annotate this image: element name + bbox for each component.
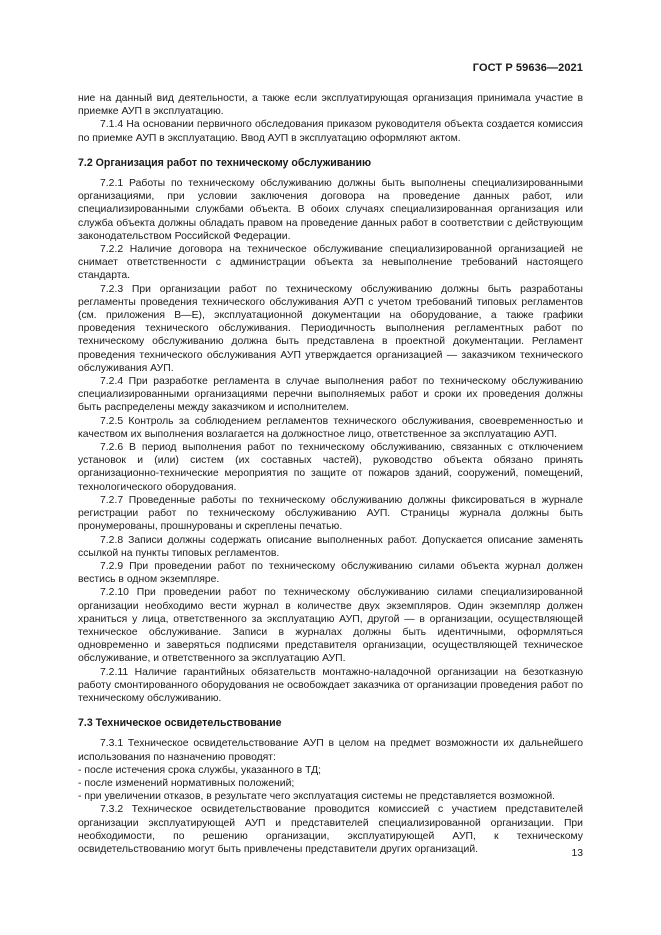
paragraph-7-1-4: 7.1.4 На основании первичного обследования приказом руководителя объекта создается комиссия по приемке АУП в эксплуатацию. Ввод АУП в эксплуатацию оформляют актом. — [78, 119, 583, 144]
paragraph-7-3-2: 7.3.2 Техническое освидетельствование проводится комиссией с участием представителей организации эксплуатирующей АУП и представителей специализированной организации. При необходимости, по решению организации, эксплуатирующей АУП, к техническому освидетельствованию могут быть привлечены представители других организаций. — [78, 804, 583, 855]
paragraph-7-2-9: 7.2.9 При проведении работ по техническому обслуживанию силами объекта журнал должен вестись в одном экземпляре. — [78, 560, 583, 586]
list-item: - после изменений нормативных положений; — [78, 777, 295, 789]
section-heading-7-2: 7.2 Организация работ по техническому обслуживанию — [78, 156, 372, 169]
list-item: - после истечения срока службы, указанного в ТД; — [78, 764, 322, 776]
document-body — [78, 92, 583, 856]
paragraph-7-2-7: 7.2.7 Проведенные работы по техническому обслуживанию должны фиксироваться в журнале регистрации работ по техническому обслуживанию АУП. Страницы журнала должны быть пронумерованы, прошнурованы и скреплены печатью. — [78, 494, 583, 533]
paragraph-7-3-1: 7.3.1 Техническое освидетельствование АУП в целом на предмет возможности их дальнейшего использования по назначению проводят: — [78, 738, 583, 763]
continuation-paragraph: ние на данный вид деятельности, а также если эксплуатирующая организация принимала участие в приемке АУП в эксплуатацию. — [78, 93, 583, 118]
paragraph-7-2-1: 7.2.1 Работы по техническому обслуживанию должны быть выполнены специализированными организациями, при условии заключения договора на проведение данных работ, или специализированными службами объекта. В обоих случаях специализированная организация или служба объекта должны обладать правом на проведение данных работ в соответствии с действующим законодательством Российской Федерации. — [78, 178, 583, 242]
list-item: - при увеличении отказов, в результате чего эксплуатация системы не представляется возможной. — [78, 791, 556, 803]
paragraph-7-2-4: 7.2.4 При разработке регламента в случае выполнения работ по техническому обслуживанию специализированными организациями перечни выполняемых работ и сроки их проведения должны быть распределены между заказчиком и исполнителем. — [78, 376, 583, 414]
paragraph-7-2-8: 7.2.8 Записи должны содержать описание выполненных работ. Допускается описание заменять ссылкой на пункты типовых регламентов. — [78, 534, 583, 559]
standard-header: ГОСТ Р 59636—2021 — [472, 62, 583, 74]
paragraph-7-2-5: 7.2.5 Контроль за соблюдением регламентов технического обслуживания, своевременностью и качеством их выполнения возлагается на должностное лицо, ответственное за эксплуатацию АУП. — [78, 415, 583, 440]
paragraph-7-2-10: 7.2.10 При проведении работ по техническому обслуживанию силами специализированной организации необходимо вести журнал в количестве двух экземпляров. Один экземпляр должен храниться у лица, ответственного за эксплуатацию АУП, другой — в организации, осуществляющей техническое обслуживание. Записи в журналах должны быть идентичными, оформляться одновременно и заверяться подписями представителя организации, осуществляющей техническое обслуживание, и ответственного за эксплуатацию АУП. — [78, 587, 583, 665]
page-number: 13 — [571, 848, 583, 859]
paragraph-7-2-11: 7.2.11 Наличие гарантийных обязательств монтажно-наладочной организации на безотказную работу смонтированного оборудования не освобождает заказчика от организации проведения работ по техническому обслуживанию. — [78, 666, 583, 704]
paragraph-7-2-6: 7.2.6 В период выполнения работ по техническому обслуживанию, связанных с отключением установок и (или) систем (их составных частей), руководство объекта обязано принять организационно-технические мероприятия по защите от пожаров зданий, сооружений, помещений, технологического оборудования. — [78, 442, 583, 493]
section-heading-7-3: 7.3 Техническое освидетельствование — [78, 717, 282, 730]
paragraph-7-2-2: 7.2.2 Наличие договора на техническое обслуживание специализированной организацией не снимает ответственности с администрации объекта за невыполнение требований настоящего стандарта. — [78, 244, 583, 282]
paragraph-7-2-3: 7.2.3 При организации работ по техническому обслуживанию должны быть разработаны регламенты проведения технического обслуживания АУП с учетом требований типовых регламентов (см. приложения В—Е), эксплуатационной документации на оборудование, а также графики проведения технического обслуживания. Периодичность выполнения регламентных работ по техническому обслуживанию должна быть представлена в проектной документации. Регламент проведения технического обслуживания АУП утверждается организацией — заказчиком технического обслуживания АУП. — [78, 283, 583, 374]
